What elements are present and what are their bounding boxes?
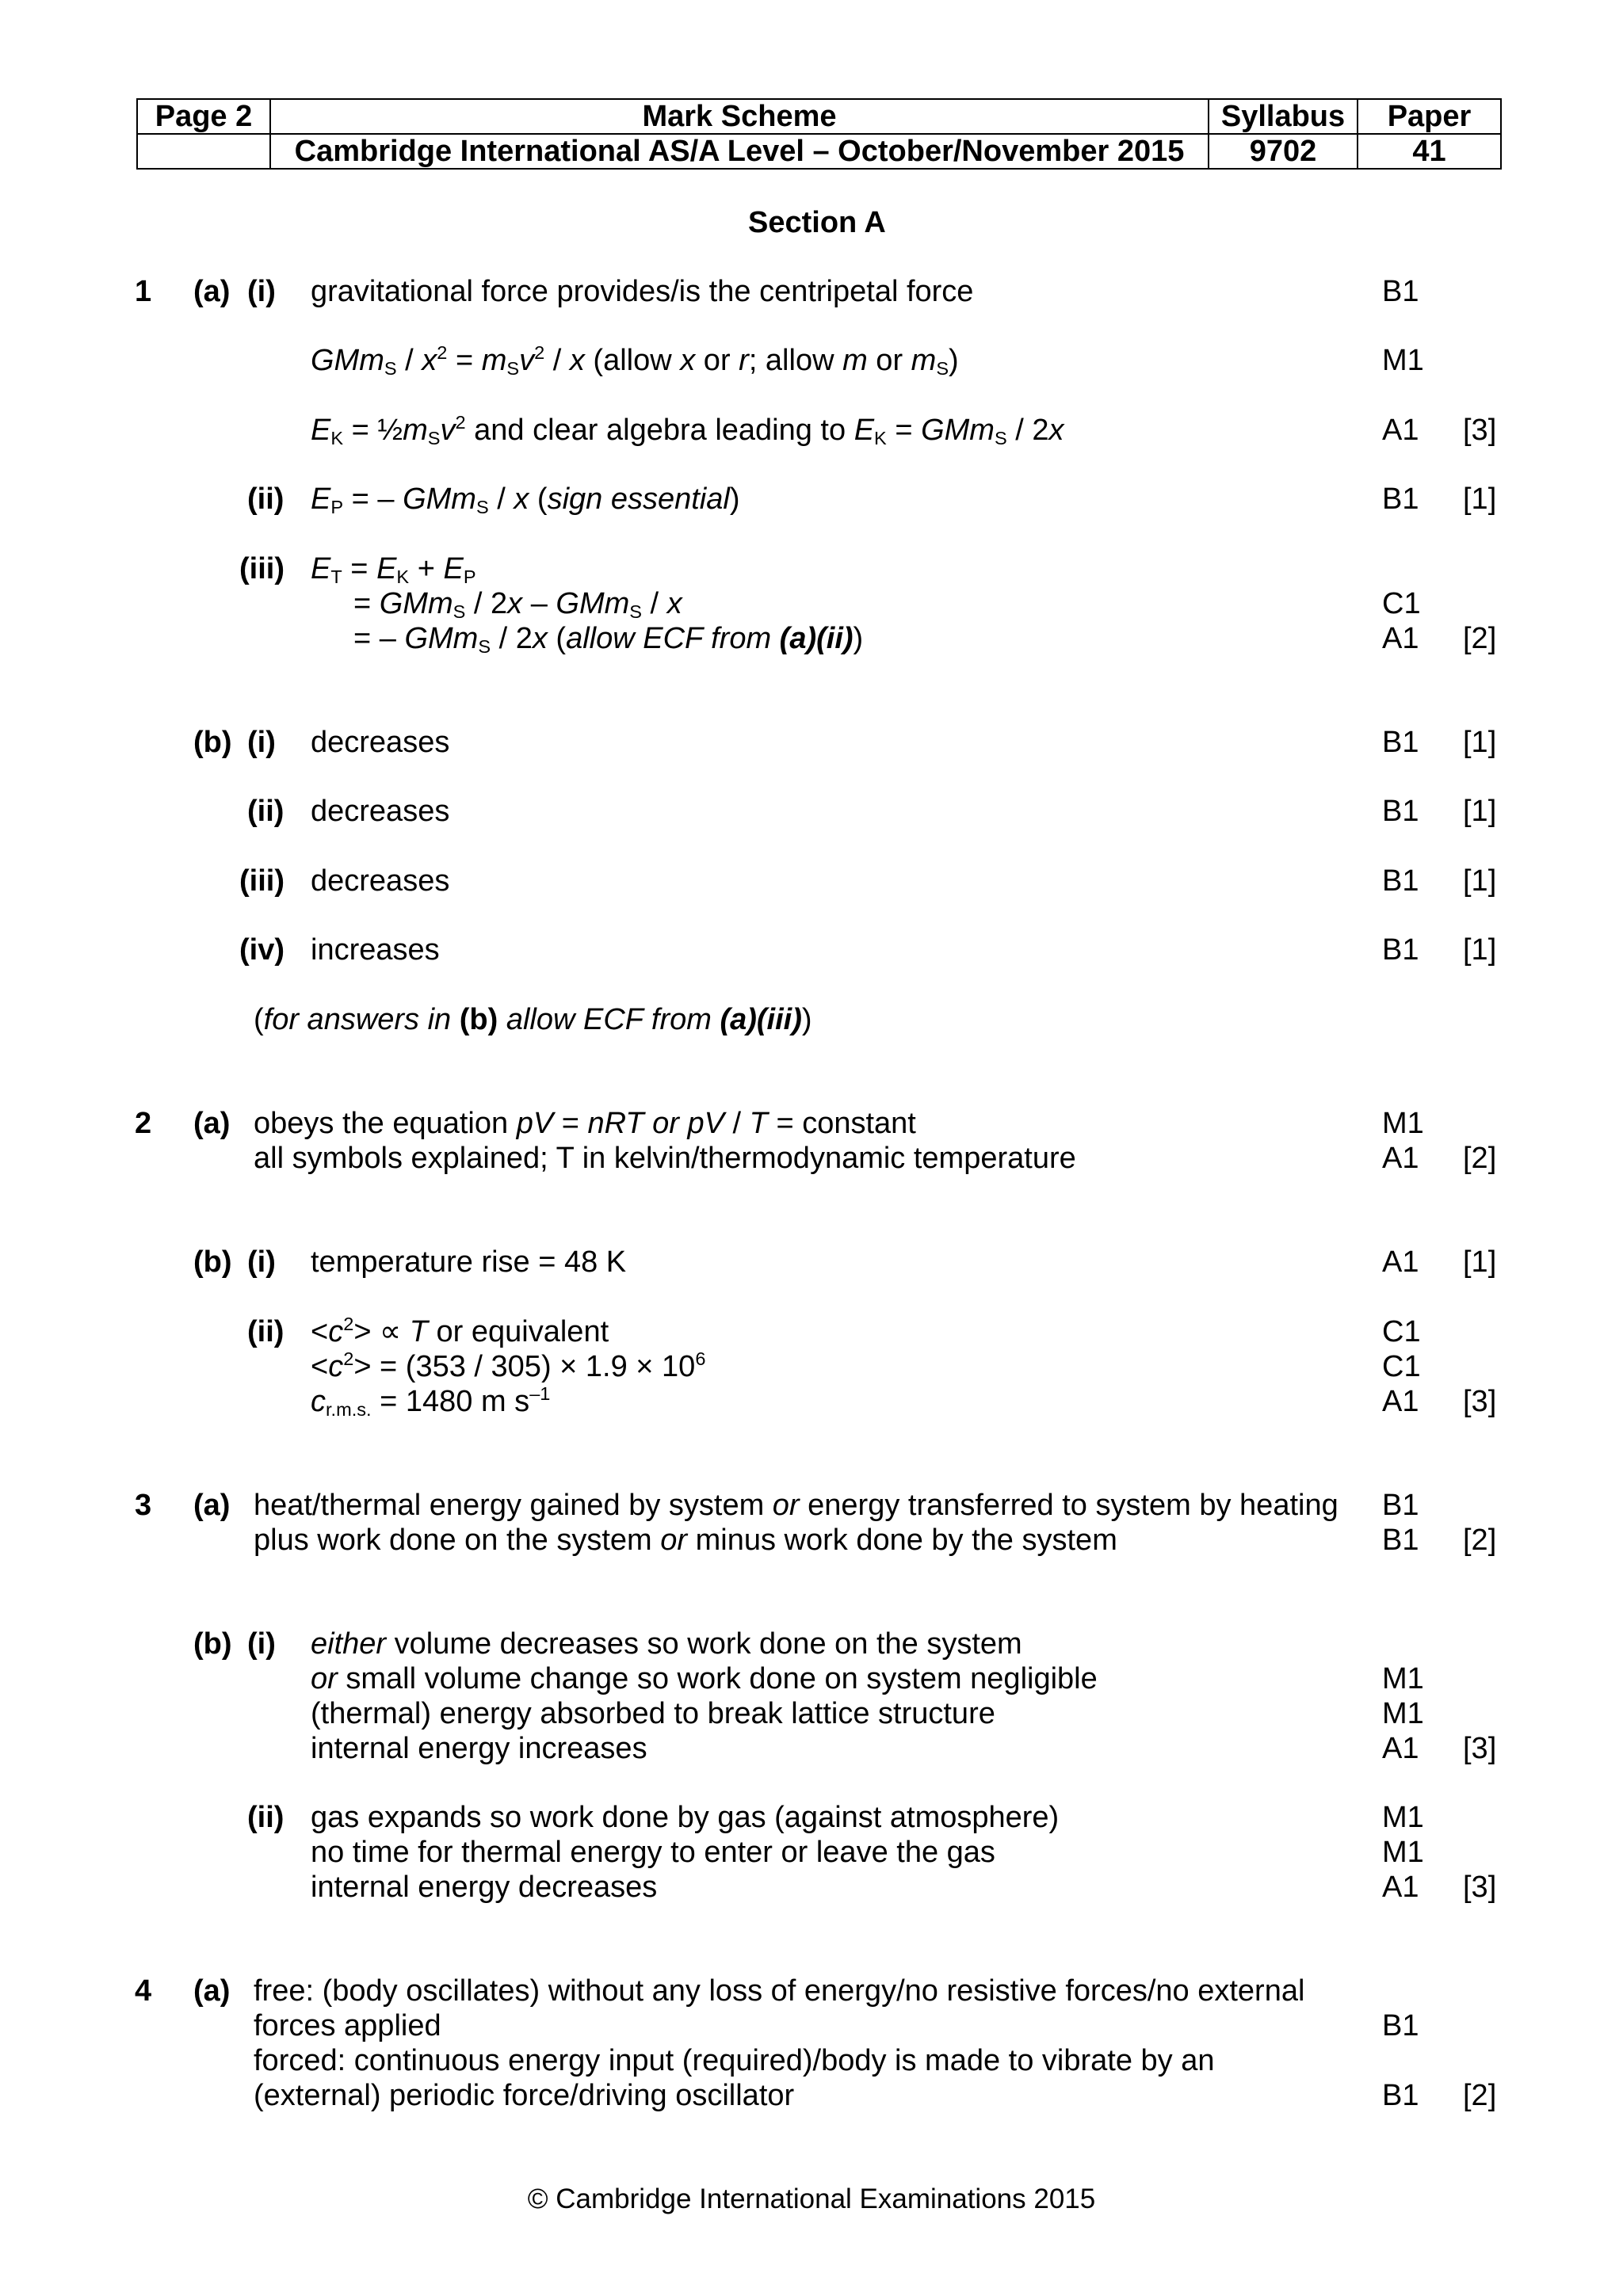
mark: B1 — [1382, 1489, 1419, 1522]
mark: B1 — [1382, 726, 1419, 759]
answer-text: (thermal) energy absorbed to break lattice structure — [311, 1697, 995, 1730]
mark: B1 — [1382, 275, 1419, 308]
answer-text: increases — [311, 933, 440, 967]
mark: B1 — [1382, 482, 1419, 516]
answer-text: gravitational force provides/is the centripetal force — [311, 275, 974, 308]
header-table — [136, 98, 1502, 170]
section-title: Section A — [748, 206, 886, 239]
equation-line: $E_P$ = – GMm$_S$ / x (sign essential) — [311, 482, 740, 517]
mark: C1 — [1382, 1350, 1421, 1383]
total-marks: [1] — [1463, 482, 1497, 516]
total-marks: [3] — [1463, 414, 1497, 447]
answer-text: all symbols explained; T in kelvin/thermodynamic temperature — [254, 1142, 1076, 1175]
page-number: Page 2 — [137, 99, 270, 134]
answer-text: no time for thermal energy to enter or leave the gas — [311, 1836, 995, 1869]
subpart-label: (ii) — [247, 482, 285, 516]
subpart-label: (iii) — [239, 864, 285, 898]
mark: B1 — [1382, 2079, 1419, 2112]
total-marks: [2] — [1463, 2079, 1497, 2112]
mark: A1 — [1382, 622, 1419, 655]
answer-text: or small volume change so work done on system negligible — [311, 1662, 1098, 1695]
header-empty-cell — [137, 134, 270, 169]
mark: A1 — [1382, 414, 1419, 447]
equation-line: = – GMm$_S$ / 2x (allow ECF from (a)(ii)) — [353, 622, 864, 657]
document-title: Mark Scheme — [270, 99, 1209, 134]
mark: M1 — [1382, 344, 1424, 377]
answer-text: gas expands so work done by gas (against atmosphere) — [311, 1801, 1060, 1834]
mark: M1 — [1382, 1697, 1424, 1730]
question-number: 4 — [135, 1974, 152, 2008]
total-marks: [2] — [1463, 1524, 1497, 1557]
part-label: (a) — [193, 1489, 231, 1522]
subpart-label: (i) — [247, 275, 276, 308]
answer-text: heat/thermal energy gained by system or energy transferred to system by heating — [254, 1489, 1338, 1522]
equation-line: $c_{r.m.s.} = 1480$ m $s^{-1}$ — [311, 1383, 551, 1420]
subpart-label: (i) — [247, 726, 276, 759]
subpart-label: (iv) — [239, 933, 285, 967]
total-marks: [2] — [1463, 1142, 1497, 1175]
mark: A1 — [1382, 1871, 1419, 1904]
answer-text: internal energy decreases — [311, 1871, 658, 1904]
part-label: (b) — [193, 1245, 232, 1279]
mark: B1 — [1382, 2009, 1419, 2042]
part-label: (b) — [193, 726, 232, 759]
mark: M1 — [1382, 1801, 1424, 1834]
mark: M1 — [1382, 1107, 1424, 1140]
part-label: (b) — [193, 1627, 232, 1661]
answer-text: plus work done on the system or minus work done by the system — [254, 1524, 1117, 1557]
syllabus-code: 9702 — [1209, 134, 1358, 169]
equation-line: $<c^2> = (353 / 305) \times 1.9 \times 10^6$ — [311, 1348, 706, 1383]
question-number: 1 — [135, 275, 152, 308]
total-marks: [1] — [1463, 1245, 1497, 1279]
answer-text: forces applied — [254, 2009, 441, 2042]
mark: A1 — [1382, 1142, 1419, 1175]
part-label: (a) — [193, 1974, 231, 2008]
answer-text: forced: continuous energy input (required)/body is made to vibrate by an — [254, 2044, 1215, 2077]
mark: B1 — [1382, 933, 1419, 967]
mark: M1 — [1382, 1662, 1424, 1695]
equation-line: $<c^2> \propto T$ or equivalent — [311, 1313, 609, 1348]
total-marks: [1] — [1463, 795, 1497, 828]
total-marks: [2] — [1463, 622, 1497, 655]
examiner-note: (for answers in (b) allow ECF from (a)(iii)) — [254, 1003, 812, 1036]
syllabus-label: Syllabus — [1209, 99, 1358, 134]
answer-text: free: (body oscillates) without any loss of energy/no resistive forces/no external — [254, 1974, 1305, 2008]
mark: M1 — [1382, 1836, 1424, 1869]
mark: B1 — [1382, 864, 1419, 898]
part-label: (a) — [193, 275, 231, 308]
subpart-label: (iii) — [239, 552, 285, 585]
question-number: 2 — [135, 1107, 152, 1140]
document-subtitle: Cambridge International AS/A Level – October/November 2015 — [270, 134, 1209, 169]
equation-line: $GMm_S / x^2 = m_Sv^2 / x$ (allow x or r; allow m or $m_S$) — [311, 341, 959, 379]
paper-label: Paper — [1358, 99, 1501, 134]
mark: C1 — [1382, 1315, 1421, 1348]
total-marks: [3] — [1463, 1871, 1497, 1904]
mark: A1 — [1382, 1385, 1419, 1418]
subpart-label: (i) — [247, 1627, 276, 1661]
total-marks: [3] — [1463, 1732, 1497, 1765]
total-marks: [1] — [1463, 864, 1497, 898]
answer-text: decreases — [311, 864, 450, 898]
equation-line: $E_K$ = $\frac{1}{2}m_Sv^2$ and clear algebra leading to $E_K = GMm_S / 2x$ — [311, 411, 1064, 448]
answer-text: internal energy increases — [311, 1732, 647, 1765]
answer-text: temperature rise = 48 K — [311, 1245, 627, 1279]
paper-number: 41 — [1358, 134, 1501, 169]
part-label: (a) — [193, 1107, 231, 1140]
subpart-label: (i) — [247, 1245, 276, 1279]
answer-text: decreases — [311, 726, 450, 759]
copyright-footer: © Cambridge International Examinations 2015 — [527, 2183, 1096, 2214]
answer-text: decreases — [311, 795, 450, 828]
equation-line: $E_T = E_K + E_P$ — [311, 552, 476, 587]
mark: A1 — [1382, 1245, 1419, 1279]
mark: B1 — [1382, 1524, 1419, 1557]
total-marks: [1] — [1463, 933, 1497, 967]
equation-line: = GMm$_S$ / 2x – GMm$_S$ / x — [353, 587, 682, 622]
total-marks: [1] — [1463, 726, 1497, 759]
question-number: 3 — [135, 1489, 152, 1522]
subpart-label: (ii) — [247, 1315, 285, 1348]
subpart-label: (ii) — [247, 1801, 285, 1834]
mark: A1 — [1382, 1732, 1419, 1765]
answer-text: (external) periodic force/driving oscillator — [254, 2079, 795, 2112]
mark: C1 — [1382, 587, 1421, 620]
answer-text: obeys the equation pV = nRT or pV / T = constant — [254, 1107, 916, 1140]
subpart-label: (ii) — [247, 795, 285, 828]
answer-text: either volume decreases so work done on the system — [311, 1627, 1022, 1661]
mark: B1 — [1382, 795, 1419, 828]
total-marks: [3] — [1463, 1385, 1497, 1418]
